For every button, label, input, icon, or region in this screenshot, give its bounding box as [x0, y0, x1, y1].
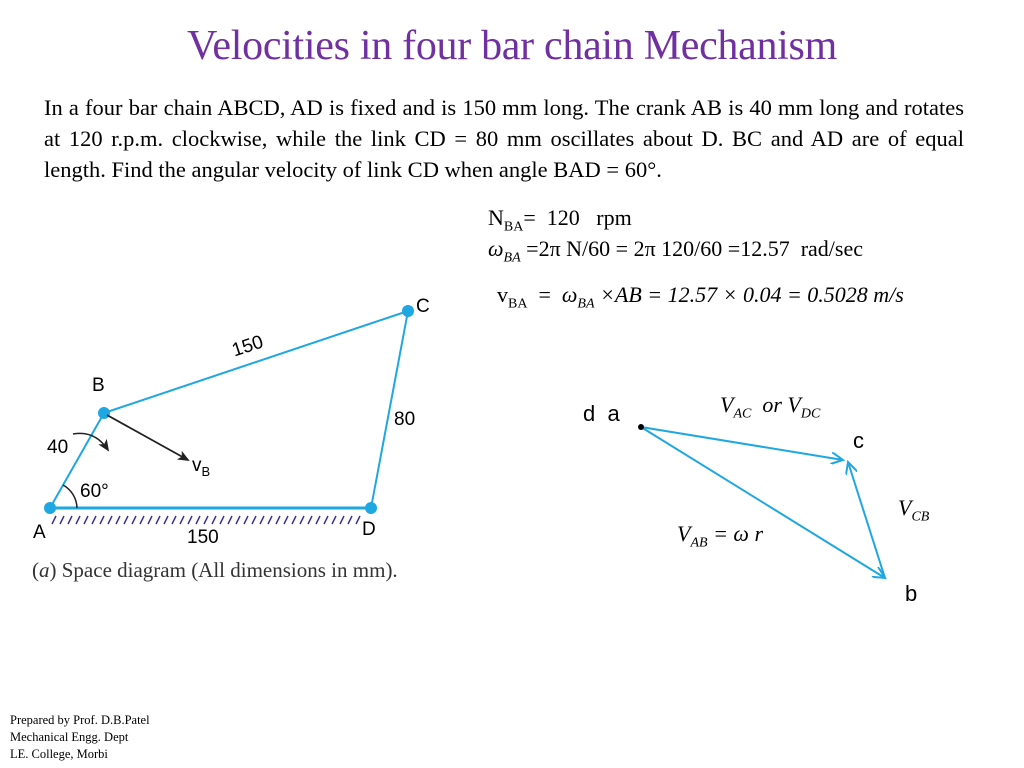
- joint-a: [44, 502, 56, 514]
- v-subscript: BA: [508, 296, 528, 312]
- vector-ac: [641, 427, 843, 460]
- length-ad: 150: [187, 527, 219, 548]
- vector-ab: [641, 427, 885, 578]
- label-b-vel: b: [905, 581, 918, 606]
- joint-b: [98, 407, 110, 419]
- vab-v: V: [677, 521, 691, 546]
- origin-point: [638, 424, 644, 430]
- vac-v: V: [720, 392, 734, 417]
- ground-hatching: [52, 516, 360, 524]
- vab-sub: AB: [690, 535, 708, 551]
- vac-label: [720, 392, 820, 422]
- angle-arc: [63, 485, 77, 508]
- footer-author: Prepared by Prof. D.B.Patel: [10, 713, 150, 727]
- joint-c: [402, 305, 414, 317]
- vb-symbol: v: [192, 455, 202, 476]
- length-ab: 40: [47, 437, 69, 458]
- vac-sub: AC: [733, 406, 752, 422]
- caption-text: ) Space diagram (All dimensions in mm).: [49, 558, 398, 582]
- label-a: A: [33, 522, 46, 543]
- vb-subscript: B: [201, 463, 211, 479]
- label-b: B: [92, 375, 105, 396]
- label-d: D: [362, 519, 376, 540]
- slide-title: Velocities in four bar chain Mechanism: [187, 23, 837, 69]
- link-bc: [104, 311, 408, 413]
- vector-bc: [848, 462, 885, 578]
- vab-rest: = ω r: [707, 521, 764, 546]
- caption-open: (: [32, 558, 39, 582]
- v-symbol: v: [497, 282, 508, 307]
- diagram-caption: [32, 558, 398, 583]
- n-subscript: BA: [503, 219, 524, 235]
- joint-d: [365, 502, 377, 514]
- vcb-label: [898, 495, 929, 525]
- vdc-sub: DC: [800, 406, 821, 422]
- velocity-value: ×AB = 12.57 × 0.04 = 0.5028 m/s: [594, 282, 904, 307]
- footer: [10, 712, 150, 763]
- rpm-value: = 120 rpm: [523, 205, 632, 230]
- label-c-vel: c: [853, 428, 864, 453]
- length-cd: 80: [394, 409, 416, 430]
- caption-a: a: [39, 558, 50, 582]
- vab-label: [677, 521, 763, 551]
- omega-subscript-2: BA: [577, 296, 595, 312]
- vcb-sub: CB: [911, 509, 930, 525]
- omega-symbol-2: ω: [561, 282, 578, 307]
- vac-mid: or V: [751, 392, 801, 417]
- omega-symbol: ω: [488, 236, 504, 261]
- vcb-v: V: [898, 495, 912, 520]
- length-bc: 150: [229, 331, 267, 362]
- vb-arrow: [107, 415, 188, 460]
- label-c: C: [416, 296, 430, 317]
- n-symbol: N: [488, 205, 504, 230]
- footer-dept: Mechanical Engg. Dept: [10, 730, 129, 744]
- equals: =: [527, 282, 562, 307]
- omega-subscript: BA: [503, 250, 521, 266]
- omega-value: =2π N/60 = 2π 120/60 =12.57 rad/sec: [520, 236, 863, 261]
- rotation-arrow: [73, 433, 108, 450]
- vb-label: [192, 455, 210, 479]
- problem-statement: In a four bar chain ABCD, AD is fixed and is 150 mm long. The crank AB is 40 mm long and rotates at 120 r.p.m. clockwise, while the link CD = 80 mm oscillates about D. BC and AD are of equal length. Find the angular velocity of link CD when angle BAD = 60°.: [44, 95, 964, 182]
- label-da: d a: [583, 401, 620, 426]
- angle-label: 60°: [80, 481, 109, 502]
- velocity-vectors: [641, 427, 885, 578]
- footer-college: LE. College, Morbi: [10, 747, 108, 761]
